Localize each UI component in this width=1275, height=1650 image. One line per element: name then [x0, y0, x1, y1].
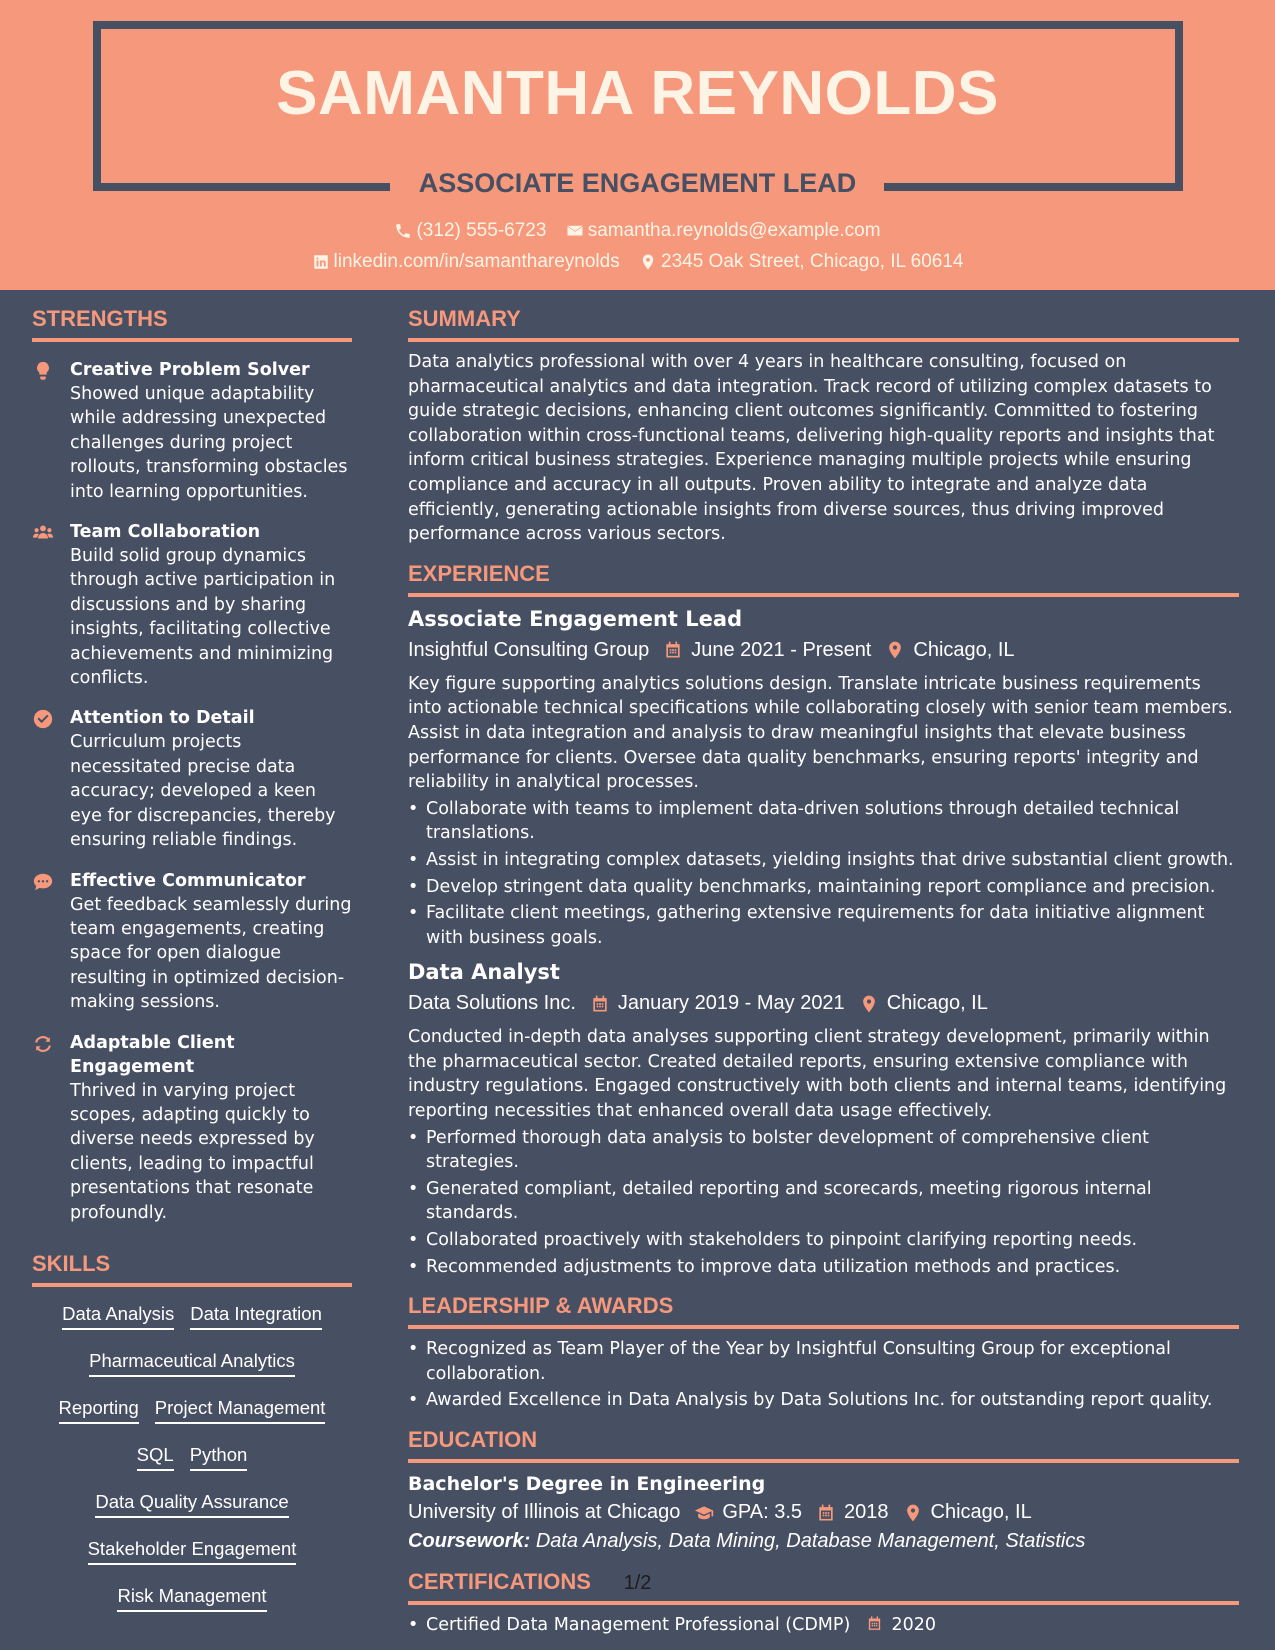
job-bullets — [408, 797, 1239, 951]
job-title: ASSOCIATE ENGAGEMENT LEAD — [418, 168, 857, 198]
lightbulb-icon — [32, 360, 54, 382]
phone-icon — [394, 222, 412, 240]
phone-item — [394, 220, 546, 242]
map-pin-icon — [859, 994, 879, 1014]
refresh-icon — [32, 1033, 54, 1055]
contact-line-1 — [0, 220, 1275, 246]
skills-list — [32, 1303, 352, 1612]
strength-desc: Build solid group dynamics through active participation in discussions and by sharing insights, facilitating collective achievements and minimizing conflicts. — [70, 546, 336, 689]
job-entry — [408, 607, 1239, 951]
strength-desc: Curriculum projects necessitated precise data accuracy; developed a keen eye for discrepancies, thereby ensuring reliable findings. — [70, 732, 336, 851]
certifications-heading: CERTIFICATIONS — [408, 1569, 1239, 1605]
skill-tag: SQL — [137, 1444, 174, 1471]
education-heading: EDUCATION — [408, 1427, 1239, 1463]
coursework: Data Analysis, Data Mining, Database Management, Statistics — [535, 1530, 1086, 1552]
strength-title: Team Collaboration — [70, 522, 261, 543]
strength-title: Creative Problem Solver — [70, 360, 310, 380]
job-role: Associate Engagement Lead — [408, 606, 743, 631]
gpa: GPA: 3.5 — [722, 1501, 803, 1523]
strengths-heading: STRENGTHS — [32, 306, 352, 342]
strength-title: Adaptable Client Engagement — [70, 1032, 235, 1077]
summary-text: Data analytics professional with over 4 years in healthcare consulting, focused on pharmaceutical analytics and data integration. Track record of utilizing complex datasets to guide strategic decisions, enhancing client outcomes significantly. Committed to fostering collaboration within cross-functional teams, delivering high-quality reports and insights that inform critical business strategies. Experience managing multiple projects while ensuring compliance and accuracy in all outputs. Proven ability to integrate and analyze data efficiently, generating actionable insights from diverse sources, thus driving improved performance across various sectors. — [408, 352, 1215, 545]
leadership-list — [408, 1337, 1239, 1413]
strength-desc: Get feedback seamlessly during team engagements, creating space for open dialogue resulting in optimized decision-making sessions. — [70, 894, 352, 1013]
map-pin-icon — [639, 253, 657, 271]
calendar-icon — [663, 640, 683, 660]
strength-title: Effective Communicator — [70, 870, 306, 891]
calendar-icon — [816, 1503, 836, 1523]
coursework-line — [408, 1530, 1239, 1553]
users-icon — [32, 522, 54, 544]
skill-tag: Data Quality Assurance — [95, 1491, 288, 1518]
skill-tag: Risk Management — [117, 1585, 266, 1612]
contact-line-2 — [0, 251, 1275, 277]
page-number: 1/2 — [623, 1572, 652, 1594]
skill-tag: Python — [190, 1444, 248, 1471]
header — [0, 0, 1275, 290]
email-item[interactable] — [566, 220, 881, 242]
job-bullet: • Generated compliant, detailed reporting and scorecards, meeting rigorous internal standards. — [408, 1177, 1239, 1226]
job-description: Conducted in-depth data analyses supporting client strategy development, primarily within the pharmaceutical sector. Created detailed reports, ensuring extensive compliance with industry regulations. Engaged constructively with both clients and internal teams, identifying reporting necessities that enhanced overall data usage effectively. — [408, 1027, 1227, 1122]
strength-item — [32, 520, 352, 690]
award-item: • Recognized as Team Player of the Year by Insightful Consulting Group for exceptional collaboration. — [408, 1337, 1239, 1386]
job-bullet: • Develop stringent data quality benchmarks, maintaining report compliance and precision. — [408, 875, 1239, 900]
experience-heading: EXPERIENCE — [408, 561, 1239, 597]
linkedin-text[interactable]: linkedin.com/in/samanthareynolds — [333, 251, 620, 272]
job-dates: June 2021 - Present — [691, 638, 872, 661]
job-company: Insightful Consulting Group — [408, 638, 650, 661]
calendar-icon — [866, 1615, 883, 1632]
job-dates: January 2019 - May 2021 — [617, 992, 845, 1015]
certification-item — [408, 1613, 1239, 1638]
graduation-year: 2018 — [844, 1501, 889, 1523]
certification-year: 2020 — [891, 1615, 936, 1635]
skills-heading: SKILLS — [32, 1251, 352, 1287]
graduation-cap-icon — [694, 1503, 714, 1523]
address-text: 2345 Oak Street, Chicago, IL 60614 — [661, 251, 964, 272]
job-meta — [408, 639, 1239, 662]
strength-desc: Showed unique adaptability while addressing unexpected challenges during project rollouts, transforming obstacles into learning opportunities. — [70, 384, 348, 502]
degree: Bachelor's Degree in Engineering — [408, 1473, 766, 1495]
job-bullets — [408, 1126, 1239, 1280]
school: University of Illinois at Chicago — [408, 1501, 681, 1523]
education-meta — [408, 1501, 1239, 1524]
job-bullet: • Performed thorough data analysis to bolster development of comprehensive client strategies. — [408, 1126, 1239, 1175]
strength-item — [32, 1031, 352, 1225]
strength-title: Attention to Detail — [70, 708, 255, 729]
check-circle-icon — [32, 708, 54, 730]
skill-tag: Project Management — [155, 1397, 326, 1424]
skill-tag: Reporting — [59, 1397, 139, 1424]
map-pin-icon — [903, 1503, 923, 1523]
school-location: Chicago, IL — [930, 1501, 1032, 1523]
summary-heading: SUMMARY — [408, 306, 1239, 342]
left-column — [32, 306, 352, 1632]
strength-item — [32, 706, 352, 852]
job-bullet: • Collaborated proactively with stakeholders to pinpoint clarifying reporting needs. — [408, 1228, 1239, 1253]
address-item — [639, 251, 963, 273]
job-role: Data Analyst — [408, 960, 560, 985]
skill-tag: Stakeholder Engagement — [88, 1538, 297, 1565]
linkedin-icon — [312, 253, 330, 271]
chat-icon — [32, 871, 54, 893]
candidate-name: SAMANTHA REYNOLDS — [276, 59, 999, 128]
email-text[interactable]: samantha.reynolds@example.com — [587, 220, 881, 241]
envelope-icon — [566, 222, 584, 240]
job-description: Key figure supporting analytics solutions design. Translate intricate business requirements into actionable technical specifications while collaborating closely with senior team members. Assist in data integration and analysis to draw meaningful insights that elevate business performance for clients. Oversee data quality benchmarks, ensuring reports' integrity and reliability in analytical processes. — [408, 673, 1233, 793]
linkedin-item[interactable] — [312, 251, 620, 273]
job-location: Chicago, IL — [913, 638, 1015, 661]
strength-item — [32, 358, 352, 504]
certification-name: Certified Data Management Professional (CDMP) — [426, 1615, 851, 1635]
strength-item — [32, 869, 352, 1015]
skill-tag: Data Analysis — [62, 1303, 174, 1330]
phone-text: (312) 555-6723 — [416, 220, 547, 241]
skill-tag: Data Integration — [190, 1303, 322, 1330]
certifications-list — [408, 1613, 1239, 1638]
job-bullet: • Facilitate client meetings, gathering extensive requirements for data initiative alignment with business goals. — [408, 901, 1239, 950]
job-location: Chicago, IL — [886, 992, 988, 1015]
job-meta — [408, 992, 1239, 1015]
leadership-heading: LEADERSHIP & AWARDS — [408, 1293, 1239, 1329]
job-entry — [408, 960, 1239, 1279]
skill-tag: Pharmaceutical Analytics — [89, 1350, 295, 1377]
coursework-label: Coursework: — [408, 1530, 531, 1552]
job-bullet: • Assist in integrating complex datasets, yielding insights that drive substantial client growth. — [408, 848, 1239, 873]
award-item: • Awarded Excellence in Data Analysis by Data Solutions Inc. for outstanding report quality. — [408, 1388, 1239, 1413]
right-column — [408, 306, 1239, 1638]
map-pin-icon — [885, 640, 905, 660]
strength-desc: Thrived in varying project scopes, adapting quickly to diverse needs expressed by clients, leading to impactful presentations that resonate profoundly. — [70, 1080, 315, 1223]
calendar-icon — [590, 994, 610, 1014]
job-company: Data Solutions Inc. — [408, 992, 576, 1015]
job-bullet: • Collaborate with teams to implement data-driven solutions through detailed technical translations. — [408, 797, 1239, 846]
job-bullet: • Recommended adjustments to improve data utilization methods and practices. — [408, 1255, 1239, 1280]
